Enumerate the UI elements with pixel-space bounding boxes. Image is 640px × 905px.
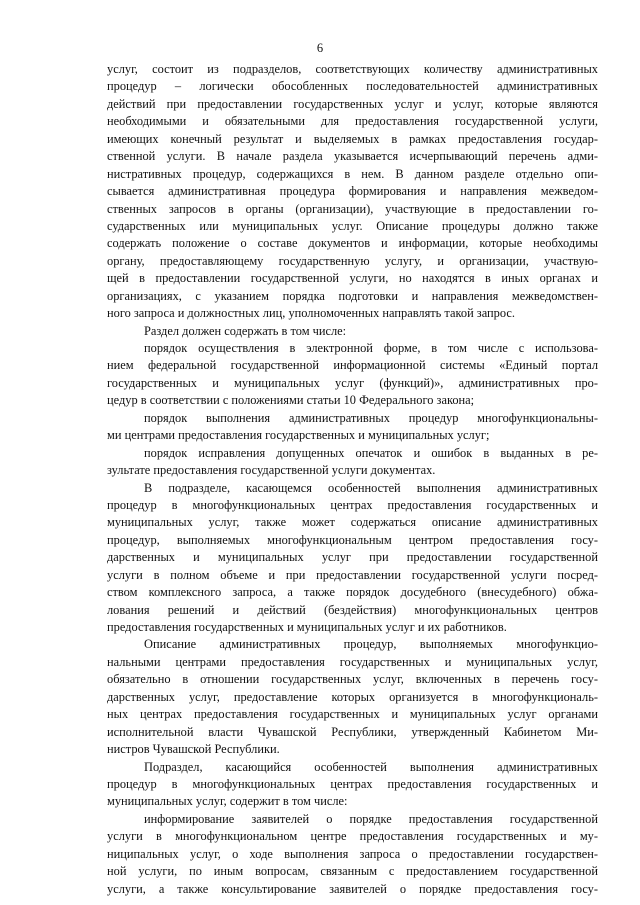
text-line: нистров Чувашской Республики. [107, 742, 280, 757]
text-line: сударственных или муниципальных услуг. Описание процедуры должно также [107, 218, 598, 233]
text-line: цедур в соответствии с положениями статьи 10 Федерального закона; [107, 393, 475, 408]
body-text [107, 61, 598, 898]
text-line: процедур – логически обособленных последовательностей административных [107, 79, 598, 94]
text-line: предоставления государственных и муниципальных услуг и их работников. [107, 620, 507, 634]
text-line: ственной услуги. В начале раздела указывается исчерпывающий перечень адми- [107, 149, 598, 164]
text-line: зультате предоставления государственной услуги документах. [107, 463, 436, 478]
text-line: услуг, состоит из подразделов, соответствующих количеству административных [107, 62, 598, 76]
text-line: нием федеральной государственной информационной системы «Единый портал [107, 358, 598, 373]
text-line: ной услуги, по иным вопросам, связанным с предоставлением государственной [107, 864, 598, 879]
text-line: процедур в многофункциональных центрах предоставления государственных и [107, 776, 598, 791]
text-line: обязательно в отношении государственных услуг, включенных в перечень госу- [107, 672, 598, 687]
text-line: Подраздел, касающийся особенностей выполнения административных [144, 759, 598, 774]
text-line: ми центрами предоставления государственных и муниципальных услуг; [107, 428, 490, 443]
text-line: услуги, а также консультирование заявителей о порядке предоставления госу- [107, 881, 598, 896]
text-line: имеющих конечный результат и выделяемых в рамках предоставления государ- [107, 131, 598, 146]
text-line: организациях, с указанием порядка подготовки и направления межведомствен- [107, 288, 598, 303]
text-line: содержать положение о составе документов и информации, которые необходимы [107, 236, 598, 251]
text-line: порядок исправления допущенных опечаток и ошибок в выданных в ре- [144, 445, 598, 460]
text-line: услуги в многофункциональном центре предоставления государственных и му- [107, 829, 598, 844]
text-line: муниципальных услуг, также может содержаться описание административных [107, 515, 598, 530]
text-line: информирование заявителей о порядке предоставления государственной [144, 811, 598, 826]
text-line: нальными центрами предоставления государственных и муниципальных услуг, [107, 654, 598, 669]
text-line: Описание административных процедур, выполняемых многофункцио- [144, 637, 598, 652]
text-line: нистративных процедур, содержащихся в нем. В данном разделе отдельно опи- [107, 166, 598, 181]
text-line: дарственных услуг, предоставление которых организуется в многофункциональ- [107, 689, 598, 704]
text-line: органу, предоставляющему государственную услугу, и организации, участвую- [107, 253, 598, 268]
text-line: действий при предоставлении государственных услуг и услуг, которые являются [107, 96, 598, 111]
text-line: услуги в полном объеме и при предоставлении государственной услуги посред- [107, 567, 598, 582]
text-line: Раздел должен содержать в том числе: [144, 323, 347, 338]
text-line: ного запроса и должностных лиц, уполномоченных направлять такой запрос. [107, 306, 515, 321]
text-line: порядок выполнения административных процедур многофункциональны- [144, 410, 598, 425]
page-number: 6 [316, 41, 324, 55]
text-line: ных центрах предоставления государственных и муниципальных услуг органами [107, 707, 598, 722]
text-line: сывается административная процедура формирования и направления межведом- [107, 184, 598, 199]
text-line: В подразделе, касающемся особенностей выполнения административных [144, 480, 598, 495]
text-line: дарственных и муниципальных услуг при предоставлении государственной [107, 550, 598, 565]
text-line: государственных и муниципальных услуг (функций)», административных про- [107, 375, 598, 390]
text-line: ством комплексного запроса, а также порядок досудебного (внесудебного) обжа- [107, 585, 598, 600]
text-line: порядок осуществления в электронной форме, в том числе с использова- [144, 341, 598, 355]
text-line: щей в предоставлении государственной услуги, но находятся в иных органах и [107, 271, 598, 286]
text-line: ственных запросов в органы (организации), участвующие в предоставлении го- [107, 201, 598, 216]
text-line: муниципальных услуг, содержит в том числе: [107, 794, 348, 809]
text-line: необходимыми и обязательными для предоставления государственной услуги, [107, 114, 598, 129]
text-line: процедур в многофункциональных центрах предоставления государственных и [107, 497, 598, 512]
text-line: ниципальных услуг, о ходе выполнения запроса о предоставлении государствен- [107, 846, 598, 861]
text-line: лования решений и действий (бездействия) многофункциональных центров [107, 602, 598, 617]
text-line: процедур, выполняемых многофункциональным центром предоставления госу- [107, 532, 598, 547]
text-line: исполнительной власти Чувашской Республики, утвержденный Кабинетом Ми- [107, 724, 598, 739]
